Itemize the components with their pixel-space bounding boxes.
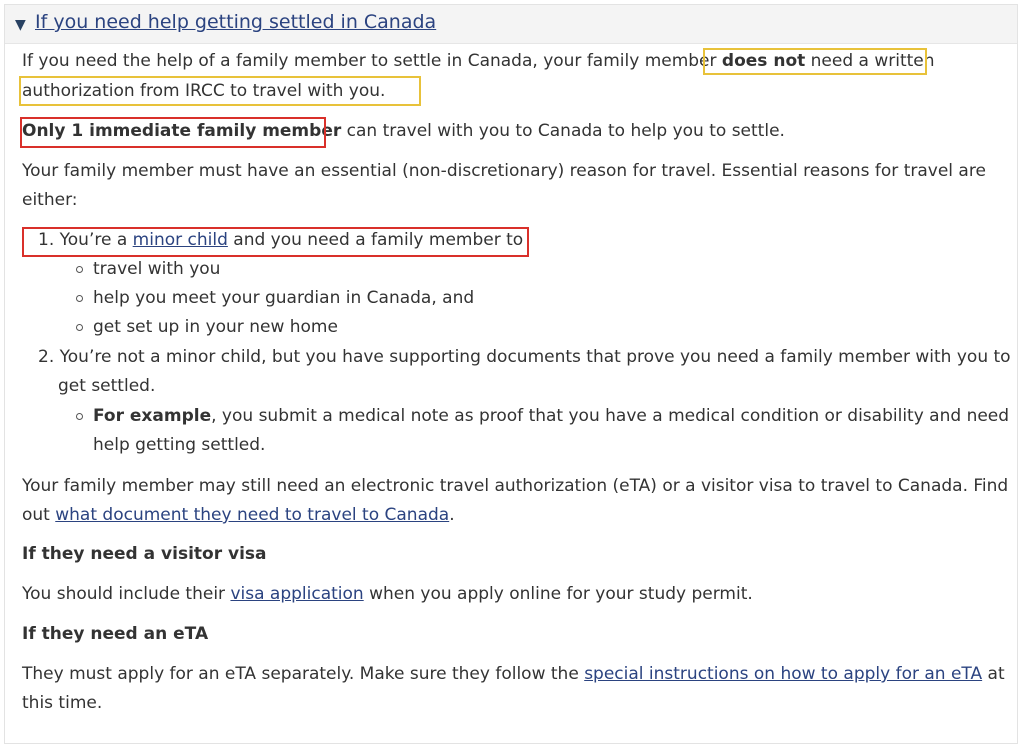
section-title-link[interactable]: If you need help getting settled in Canada: [35, 11, 437, 33]
what-document-link[interactable]: what document they need to travel to Canada: [55, 505, 450, 525]
bullet-icon: [76, 324, 83, 331]
bullet-icon: [76, 295, 83, 302]
text-span: need a written: [805, 51, 935, 71]
bold-one-member: Only 1 immediate family member: [22, 121, 342, 141]
sub-list-item-example-line2: help getting settled.: [93, 435, 266, 455]
list-item-2-line2: get settled.: [58, 376, 156, 396]
text-span: .: [449, 505, 455, 525]
paragraph-eta-line2: [22, 501, 455, 530]
sub-list-item: travel with you: [93, 259, 221, 279]
details-summary[interactable]: [5, 5, 1017, 44]
text-span: out: [22, 505, 56, 525]
visa-application-link[interactable]: visa application: [230, 584, 364, 604]
text-span: If you need the help of a family member to settle in Canada, your family member: [22, 51, 722, 71]
sub-list-item-example: [93, 402, 1009, 431]
text-span: can travel with you to Canada to help you to settle.: [341, 121, 785, 141]
list-item-2: [38, 343, 1011, 372]
bullet-icon: [76, 413, 83, 420]
text-span: at: [982, 664, 1005, 684]
paragraph-eta-line1: Your family member may still need an electronic travel authorization (eTA) or a visitor visa to travel to Canada. Find: [22, 476, 1009, 496]
bold-does-not: does not: [721, 51, 806, 71]
text-span: , you submit a medical note as proof that you have a medical condition or disability and need: [211, 406, 1010, 426]
highlight-box-yellow: [19, 76, 421, 106]
special-instructions-link[interactable]: special instructions on how to apply for an eTA: [584, 664, 983, 684]
list-number: 2.: [38, 347, 55, 367]
text-span: when you apply online for your study permit.: [363, 584, 753, 604]
heading-visitor-visa: If they need a visitor visa: [22, 544, 267, 564]
highlight-box-red: [22, 227, 529, 257]
text-span: You’re not a minor child, but you have supporting documents that prove you need a family member with you to: [59, 347, 1011, 367]
heading-eta: If they need an eTA: [22, 624, 209, 644]
paragraph-eta-apply-line2: this time.: [22, 693, 103, 713]
highlight-box-yellow: [703, 48, 927, 75]
bullet-icon: [76, 266, 83, 273]
paragraph-authorization-line2: authorization from IRCC to travel with you.: [22, 81, 386, 101]
text-span: They must apply for an eTA separately. Make sure they follow the: [22, 664, 585, 684]
sub-list-item: help you meet your guardian in Canada, and: [93, 288, 475, 308]
paragraph-eta-apply-line1: [22, 660, 1005, 689]
paragraph-visa-application: [22, 580, 753, 609]
list-number: 1.: [38, 230, 55, 250]
highlight-box-red: [20, 117, 326, 148]
minor-child-link[interactable]: minor child: [132, 230, 228, 250]
text-span: and you need a family member to: [227, 230, 524, 250]
paragraph-essential-line2: either:: [22, 190, 78, 210]
sub-list-item: get set up in your new home: [93, 317, 338, 337]
text-span: You’re a: [59, 230, 133, 250]
triangle-down-icon[interactable]: ▼: [15, 17, 26, 33]
paragraph-essential-line1: Your family member must have an essential (non-discretionary) reason for travel. Essential reasons for travel are: [22, 161, 986, 181]
text-span: You should include their: [22, 584, 231, 604]
bold-for-example: For example: [93, 406, 212, 426]
